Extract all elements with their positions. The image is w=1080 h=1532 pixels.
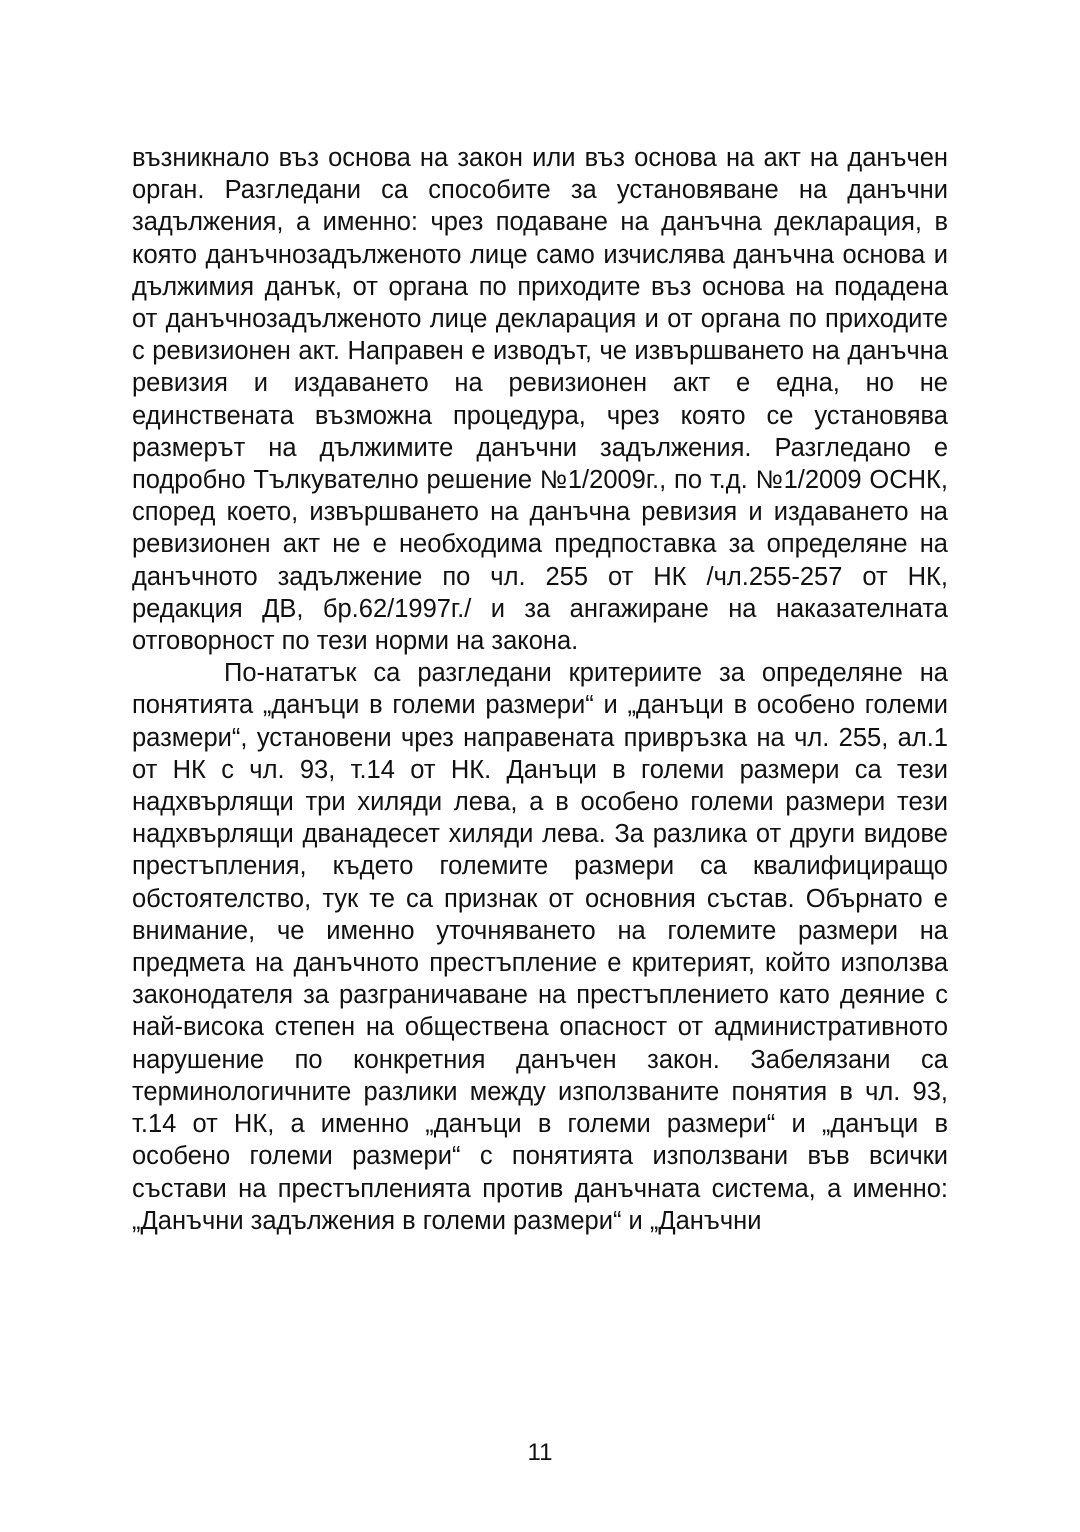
- page-number: 11: [527, 1439, 553, 1466]
- page-body: [132, 142, 948, 1237]
- paragraph-1: възникнало въз основа на закон или въз основа на акт на данъчен орган. Разгледани са способите за установяване на данъчни задължения, а именно: чрез подаване на данъчна декларация, в която данъчнозадълженото лице само изчислява данъчна основа и дължимия данък, от органа по приходите въз основа на подадена от данъчнозадълженото лице декларация и от органа по приходите с ревизионен акт. Направен е изводът, че извършването на данъчна ревизия и издаването на ревизионен акт е една, но не единствената възможна процедура, чрез която се установява размерът на дължимите данъчни задължения. Разгледано е подробно Тълкувателно решение №1/2009г., по т.д. №1/2009 ОСНК, според което, извършването на данъчна ревизия и издаването на ревизионен акт не е необходима предпоставка за определяне на данъчното задължение по чл. 255 от НК /чл.255-257 от НК, редакция ДВ, бр.62/1997г./ и за ангажиране на наказателната отговорност по тези норми на закона.: [132, 144, 948, 656]
- paragraph-2: По-нататък са разгледани критериите за определяне на понятията „данъци в големи размери“ и „данъци в особено големи размери“, установени чрез направената привръзка на чл. 255, ал.1 от НК с чл. 93, т.14 от НК. Данъци в големи размери са тези надхвърлящи три хиляди лева, а в особено големи размери тези надхвърлящи дванадесет хиляди лева. За разлика от други видове престъпления, където големите размери са квалифициращо обстоятелство, тук те са признак от основния състав. Обърнато е внимание, че именно уточняването на големите размери на предмета на данъчното престъпление е критерият, който използва законодателя за разграничаване на престъплението като деяние с най-висока степен на обществена опасност от административното нарушение по конкретния данъчен закон. Забелязани са терминологичните разлики между използваните понятия в чл. 93, т.14 от НК, а именно „данъци в големи размери“ и „данъци в особено големи размери“ с понятията използвани във всички състави на престъпленията против данъчната система, а именно: „Данъчни задължения в големи размери“ и „Данъчни: [132, 659, 948, 1235]
